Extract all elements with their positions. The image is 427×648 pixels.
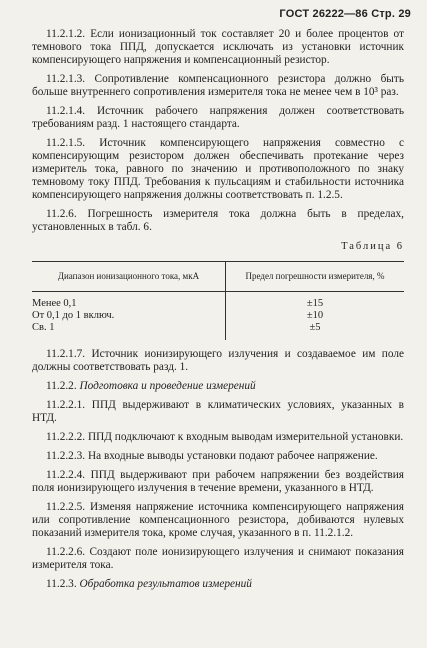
range-cell: Св. 1 bbox=[32, 322, 225, 340]
limit-cell: ±10 bbox=[306, 310, 324, 321]
paragraph: 11.2.2.3. На входные выводы установки подают рабочее напряжение. bbox=[46, 450, 378, 462]
document-body bbox=[32, 28, 404, 597]
paragraph: 11.2.2.5. Изменяя напряжение источника компенсирующего напряжения или сопротивление компенсационного резистора, добиваются нулевых показаний измерителя тока, кроме случая, указанного в п. 11.2.1.2. bbox=[32, 501, 404, 539]
table-row bbox=[32, 322, 404, 340]
table-row bbox=[32, 292, 404, 311]
table-row bbox=[32, 310, 404, 322]
section-number: 11.2.3. bbox=[46, 578, 77, 590]
section-heading bbox=[32, 380, 404, 393]
paragraph: 11.2.1.5. Источник компенсирующего напряжения совместно с компенсирующим резистором должен обеспечивать протекание через измеритель тока, равного по значению и противоположного по знаку темновому току ППД. Требования к пульсациям и стабильности источника компенсирующего напряжения должны соответствовать п. 1.2.5. bbox=[32, 137, 404, 201]
section-number: 11.2.2. bbox=[46, 380, 77, 392]
paragraph: 11.2.1.7. Источник ионизирующего излучения и создаваемое им поле должны соответствовать разд. 1. bbox=[32, 348, 404, 373]
limit-cell: ±15 bbox=[306, 298, 324, 309]
section-title: Подготовка и проведение измерений bbox=[79, 380, 256, 392]
paragraph: 11.2.6. Погрешность измерителя тока должна быть в пределах, установленных в табл. 6. bbox=[32, 208, 404, 233]
section-heading bbox=[32, 578, 404, 591]
table-caption: Таблица 6 bbox=[341, 241, 404, 252]
paragraph: 11.2.1.4. Источник рабочего напряжения должен соответствовать требованиям разд. 1 настоящего стандарта. bbox=[32, 105, 404, 130]
paragraph: 11.2.1.2. Если ионизационный ток составляет 20 и более процентов от темнового тока ППД, допускается исключать из установки источник компенсирующего напряжения и компенсационный резистор. bbox=[32, 28, 404, 66]
page-header: ГОСТ 26222—86 Стр. 29 bbox=[279, 8, 411, 20]
paragraph: 11.2.2.4. ППД выдерживают при рабочем напряжении без воздействия поля ионизирующего излучения в течение времени, указанного в НТД. bbox=[32, 469, 404, 494]
range-cell: От 0,1 до 1 включ. bbox=[32, 310, 225, 322]
paragraph: 11.2.2.2. ППД подключают к входным выводам измерительной установки. bbox=[46, 431, 404, 443]
range-cell: Менее 0,1 bbox=[32, 292, 225, 311]
paragraph: 11.2.1.3. Сопротивление компенсационного резистора должно быть больше внутреннего сопротивления измерителя тока не менее чем в 10³ раз. bbox=[32, 73, 404, 98]
limit-cell: ±5 bbox=[309, 322, 321, 333]
table-header-limit: Предел погрешности измерителя, % bbox=[225, 262, 404, 292]
paragraph: 11.2.2.6. Создают поле ионизирующего излучения и снимают показания измерителя тока. bbox=[32, 546, 404, 571]
error-limits-table bbox=[32, 261, 404, 340]
table-header-range: Диапазон ионизационного тока, мкА bbox=[32, 262, 225, 292]
paragraph: 11.2.2.1. ППД выдерживают в климатических условиях, указанных в НТД. bbox=[32, 399, 404, 424]
section-title: Обработка результатов измерений bbox=[79, 578, 252, 590]
